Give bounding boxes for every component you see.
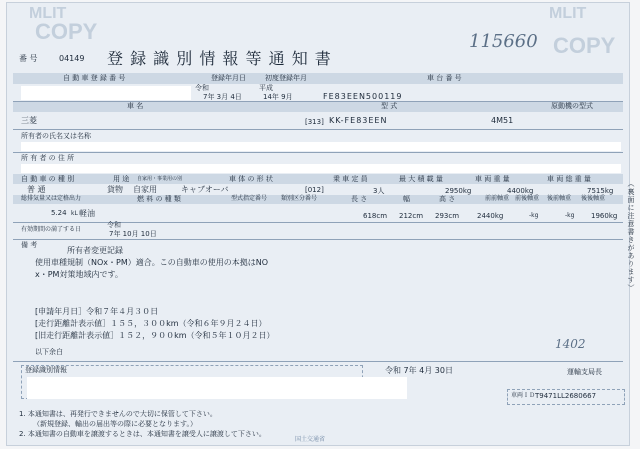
front-front-axle-label: 前前軸重 xyxy=(485,195,510,202)
first-reg-label: 初度登録年月 xyxy=(265,74,307,82)
width-label: 幅 xyxy=(403,195,410,203)
issue-date: 令和 7年 4月 30日 xyxy=(385,366,453,375)
remarks-end: 以下余白 xyxy=(35,348,63,356)
reg-info-label: 登録識別情報 xyxy=(25,366,67,374)
engine-value: 4M51 xyxy=(491,116,514,125)
ministry-name: 国土交通省 xyxy=(295,436,326,443)
remarks-line-6: [旧走行距離計表示値］１５２，９００km（令和５年１０月２日） xyxy=(35,331,275,340)
certificate-sheet xyxy=(6,2,630,446)
fuel-value: 軽油 xyxy=(79,209,95,218)
footer-note-2: （新規登録、輸出の届出等の際に必要となります。） xyxy=(33,420,197,428)
expiry-era: 令和 xyxy=(107,221,121,229)
rear-rear-axle-value: 1960kg xyxy=(591,212,618,220)
reg-date-value: 7年 3月 4日 xyxy=(203,93,242,101)
copy-watermark-right: COPY xyxy=(553,33,616,58)
length-label: 長 さ xyxy=(351,195,368,203)
divider xyxy=(13,361,623,362)
side-note: （裏面に注意書きがあります） xyxy=(627,180,635,292)
redacted-owner-name xyxy=(21,142,621,151)
body-shape-value: キャブオーバ xyxy=(181,185,229,194)
fuel-label: 燃 料 の 種 類 xyxy=(137,195,181,203)
remarks-line-4: [申請年月日］令和７年４月３０日 xyxy=(35,307,159,316)
footer-note-3: 2. 本通知書の自動車を譲渡するときは、本通知書を譲受人に譲渡して下さい。 xyxy=(19,430,266,438)
type-designation-label: 型式指定番号 xyxy=(231,195,268,202)
remarks-line-2: 使用車種規制（NOx・PM）適合。この自動車の使用の本拠はNO xyxy=(35,258,269,267)
gross-weight-label: 車 両 総 重 量 xyxy=(547,175,591,183)
height-value: 293cm xyxy=(435,212,460,220)
vehicle-id-value: T9471LL2680667 xyxy=(535,392,597,400)
first-reg-era: 平成 xyxy=(259,84,273,92)
reg-no-label: 自 動 車 登 録 番 号 xyxy=(63,74,126,82)
divider xyxy=(13,152,623,153)
redacted-reg-info xyxy=(27,377,407,399)
reg-date-label: 登録年月日 xyxy=(211,74,246,82)
car-name-label: 車 名 xyxy=(127,102,144,110)
rear-front-axle-value: -kg xyxy=(565,212,575,219)
vehicle-id-label: 車両ＩＤ xyxy=(511,392,536,399)
rear-rear-axle-label: 後後軸重 xyxy=(581,195,606,202)
number-label: 番 号 xyxy=(19,54,38,63)
vehicle-weight-label: 車 両 重 量 xyxy=(475,175,510,183)
row4-header-band xyxy=(13,174,623,184)
mlit-watermark-right: MLIT xyxy=(549,5,587,22)
chassis-value: FE83EEN500119 xyxy=(323,92,403,101)
remarks-line-3: x・PM対策地域内です。 xyxy=(35,270,123,279)
displacement-value: 5.24 xyxy=(51,209,67,217)
class-value: 自家用 xyxy=(133,185,157,194)
handwritten-number: 115660 xyxy=(469,31,538,52)
class-label: 自家用・事業用の別 xyxy=(137,176,183,182)
copy-watermark-left: COPY xyxy=(35,19,98,44)
row2-header-band xyxy=(13,102,623,112)
first-reg-value: 14年 9月 xyxy=(263,93,293,101)
issuing-office: 運輸支局長 xyxy=(567,368,602,376)
front-rear-axle-label: 前後軸重 xyxy=(515,195,540,202)
divider xyxy=(13,239,623,240)
redacted-reg-no xyxy=(21,86,191,100)
use-value: 貨物 xyxy=(107,185,123,194)
vehicle-weight-value: 4400kg xyxy=(507,187,534,195)
displacement-label: 総排気量又は定格出力 xyxy=(21,195,82,202)
expiry-value: 7年 10月 10日 xyxy=(109,230,157,238)
remarks-line-1: 所有者変更記録 xyxy=(67,246,123,255)
owner-address-label: 所 有 者 の 住 所 xyxy=(21,154,75,162)
owner-name-label: 所有者の氏名又は名称 xyxy=(21,132,91,140)
divider xyxy=(13,129,623,130)
remarks-label: 備 考 xyxy=(21,241,38,249)
vehicle-type-label: 自 動 車 の 種 別 xyxy=(21,175,75,183)
gross-weight-value: 7515kg xyxy=(587,187,614,195)
width-value: 212cm xyxy=(399,212,424,220)
handwritten-1402: 1402 xyxy=(555,337,586,351)
vehicle-type-value: 普 通 xyxy=(27,185,46,194)
expiry-label: 有効期間の満了する日 xyxy=(21,226,82,233)
category-label: 類別区分番号 xyxy=(281,195,318,202)
model-code: [313] xyxy=(305,118,324,126)
front-front-axle-value: 2440kg xyxy=(477,212,504,220)
displacement-unit: kL xyxy=(71,210,78,217)
number-value: 04149 xyxy=(59,54,85,63)
model-value: KK-FE83EEN xyxy=(329,116,388,125)
engine-label: 原動機の型式 xyxy=(551,102,593,110)
use-label: 用 途 xyxy=(113,175,130,183)
reg-date-era: 令和 xyxy=(195,84,209,92)
mlit-watermark-left: MLIT xyxy=(29,5,67,22)
body-code: [012] xyxy=(305,186,324,194)
remarks-line-5: [走行距離計表示値］１５５，３００km（令和６年９月２４日） xyxy=(35,319,267,328)
redacted-owner-address xyxy=(21,164,621,173)
front-rear-axle-value: -kg xyxy=(529,212,539,219)
height-label: 高 さ xyxy=(439,195,456,203)
capacity-value: 3人 xyxy=(373,187,385,195)
body-shape-label: 車 体 の 形 状 xyxy=(229,175,273,183)
capacity-label: 乗 車 定 員 xyxy=(333,175,368,183)
max-load-value: 2950kg xyxy=(445,187,472,195)
rear-front-axle-label: 後前軸重 xyxy=(547,195,572,202)
document-title: 登 録 識 別 情 報 等 通 知 書 xyxy=(107,49,332,68)
max-load-label: 最 大 積 載 量 xyxy=(399,175,443,183)
car-name-value: 三菱 xyxy=(21,116,37,125)
divider xyxy=(13,222,623,223)
chassis-label: 車 台 番 号 xyxy=(427,74,462,82)
model-label: 型 式 xyxy=(381,102,398,110)
length-value: 618cm xyxy=(363,212,388,220)
footer-note-1: 1. 本通知書は、再発行できませんので大切に保管して下さい。 xyxy=(19,410,217,418)
